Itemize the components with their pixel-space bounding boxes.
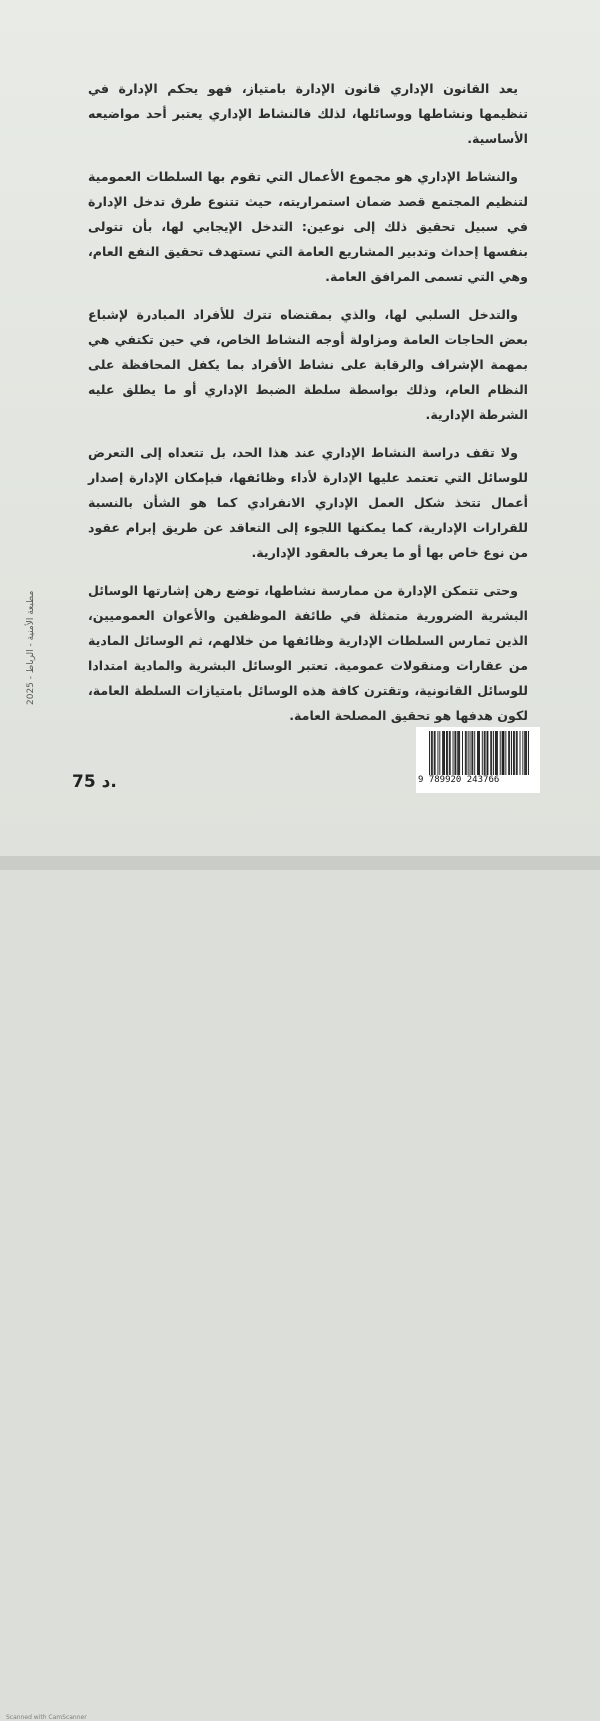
- scanner-watermark: Scanned with CamScanner: [6, 1714, 87, 1721]
- barcode-bar: [466, 731, 467, 775]
- barcode-bar: [468, 731, 469, 775]
- barcode-bar: [497, 731, 498, 775]
- barcode-bar: [434, 731, 435, 775]
- barcode-bar: [487, 731, 488, 775]
- barcode-bar: [528, 731, 529, 775]
- isbn-number: 9 789920 243766: [418, 775, 500, 785]
- barcode-bar: [493, 731, 494, 775]
- back-cover-text: [88, 76, 528, 741]
- barcode-bar: [526, 731, 527, 775]
- barcode-bar: [520, 731, 521, 775]
- barcode-bar: [431, 731, 432, 775]
- barcode-bar: [474, 731, 475, 775]
- barcode-bar: [513, 731, 514, 775]
- barcode-bar: [450, 731, 451, 775]
- paragraph-3: والتدخل السلبي لها، والذي بمقتضاه تترك للأفراد المبادرة لإشباع بعض الحاجات العامة ومزاولة أوجه النشاط الخاص، في حين تكتفي هي بمهمة الإشراف والرقابة على نشاط الأفراد بما يكفل المحافظة على النظام العام، وذلك بواسطة سلطة الضبط الإداري أو ما يطلق عليه الشرطة الإدارية.: [88, 307, 528, 422]
- barcode-bar: [485, 731, 486, 775]
- barcode-bar: [478, 731, 479, 775]
- barcode-bar: [503, 731, 504, 775]
- barcode-bar: [455, 731, 456, 775]
- barcode-bar: [446, 731, 447, 775]
- barcode-bar: [487, 731, 488, 775]
- barcode-bar: [432, 731, 433, 775]
- paragraph-1: يعد القانون الإداري قانون الإدارة بامتياز، فهو يحكم الإدارة في تنظيمها ونشاطها ووسائلها، لذلك فالنشاط الإداري يعتبر أحد مواضيعه الأساسية.: [88, 81, 528, 146]
- barcode-bar: [454, 731, 455, 775]
- barcode-bar: [484, 731, 485, 775]
- barcode-bars: [429, 731, 529, 775]
- barcode-bar: [496, 731, 497, 775]
- barcode-bar: [462, 731, 463, 775]
- barcode-bar: [482, 731, 483, 775]
- printer-imprint: مطبعة الأمنية - الرباط - 2025: [26, 590, 36, 705]
- barcode-bar: [522, 731, 523, 775]
- barcode-bar: [514, 731, 515, 775]
- barcode-bar: [505, 731, 506, 775]
- barcode-bar: [511, 731, 512, 775]
- barcode-bar: [490, 731, 491, 775]
- barcode-bar: [439, 731, 440, 775]
- barcode-bar: [479, 731, 480, 775]
- isbn-barcode: [416, 727, 540, 793]
- barcode-bar: [470, 731, 471, 775]
- barcode-bar: [517, 731, 518, 775]
- barcode-bar: [504, 731, 505, 775]
- barcode-bar: [502, 731, 503, 775]
- barcode-bar: [429, 731, 430, 775]
- book-back-cover: [0, 0, 600, 856]
- barcode-bar: [457, 731, 458, 775]
- paragraph-5: وحتى تتمكن الإدارة من ممارسة نشاطها، توضع رهن إشارتها الوسائل البشرية الضرورية متمثلة في طائفة الموظفين والأعوان العموميين، الذين تمارس السلطات الإدارية وظائفها من خلالهم، ثم الوسائل المادية من عقارات ومنقولات عمومية. تعتبر الوسائل البشرية والمادية امتدادا للوسائل القانونية، وتقترن كافة هذه الوسائل بامتيازات السلطة العامة، لكون هدفها هو تحقيق المصلحة العامة.: [88, 583, 528, 723]
- barcode-bar: [524, 731, 525, 775]
- price-label: 75 د.: [72, 772, 117, 792]
- barcode-bar: [442, 731, 443, 775]
- barcode-bar: [458, 731, 459, 775]
- barcode-bar: [435, 731, 436, 775]
- barcode-bar: [471, 731, 472, 775]
- barcode-bar: [495, 731, 496, 775]
- barcode-bar: [447, 731, 448, 775]
- barcode-bar: [508, 731, 509, 775]
- barcode-bar: [491, 731, 492, 775]
- barcode-bar: [437, 731, 438, 775]
- barcode-bar: [477, 731, 478, 775]
- barcode-bar: [444, 731, 445, 775]
- barcode-bar: [525, 731, 526, 775]
- barcode-bar: [459, 731, 460, 775]
- barcode-bar: [500, 731, 501, 775]
- barcode-bar: [516, 731, 517, 775]
- barcode-bar: [509, 731, 510, 775]
- paragraph-4: ولا تقف دراسة النشاط الإداري عند هذا الحد، بل تتعداه إلى التعرض للوسائل التي تعتمد عليها الإدارة لأداء وظائفها، فبإمكان الإدارة إصدار أعمال تتخذ شكل العمل الإداري الانفرادي كما هو الشأن بالنسبة للقرارات الإدارية، كما يمكنها اللجوء إلى التعاقد عن طريق إبرام عقود من نوع خاص بها أو ما يعرف بالعقود الإدارية.: [88, 445, 528, 560]
- paragraph-2: والنشاط الإداري هو مجموع الأعمال التي تقوم بها السلطات العمومية لتنظيم المجتمع قصد ضمان استمراريته، حيث تتنوع طرق تدخل الإدارة في سبيل تحقيق ذلك إلى نوعين: التدخل الإيجابي لها، بأن تتولى بنفسها إحداث وتدبير المشاريع العامة التي تستهدف تحقيق النفع العام، وهي التي تسمى المرافق العامة.: [88, 169, 528, 284]
- barcode-bar: [449, 731, 450, 775]
- scan-footer: [0, 856, 600, 1721]
- barcode-bar: [443, 731, 444, 775]
- barcode-bar: [453, 731, 454, 775]
- barcode-bar: [472, 731, 473, 775]
- barcode-bar: [465, 731, 466, 775]
